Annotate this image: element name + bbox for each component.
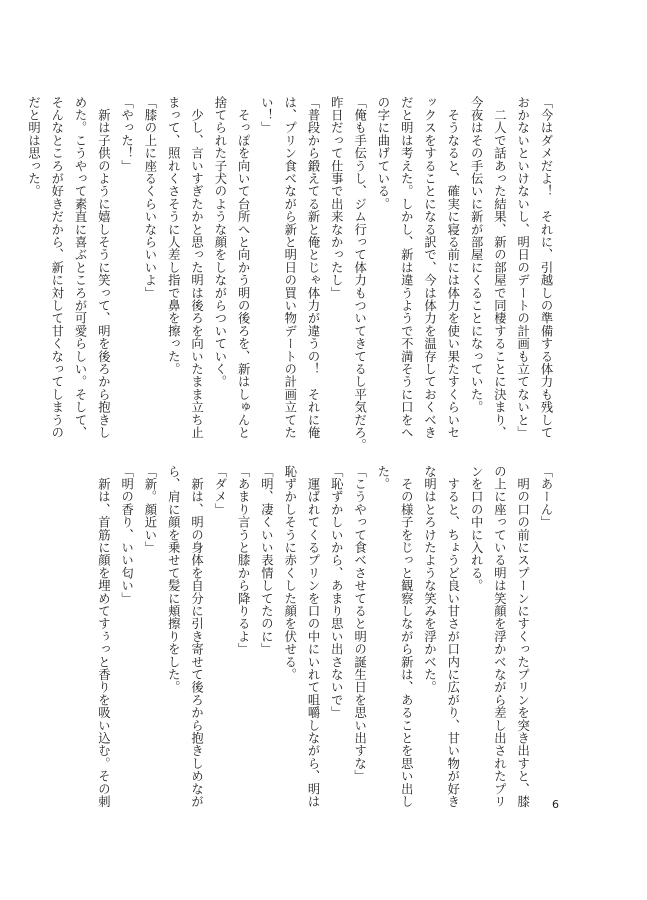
text-line: 新は子供のように嬉しそうに笑って、明を後ろから抱きし <box>96 96 111 439</box>
text-line: だと明は思った。 <box>26 96 41 198</box>
page-number: 6 <box>552 798 559 811</box>
text-line: 新は、首筋に顔を埋めてすぅっと香りを吸い込む。その刺 <box>96 465 111 808</box>
text-line: 「膝の上に座るくらいならいいよ」 <box>142 96 157 300</box>
text-line: 新は、明の身体を自分に引き寄せて後ろから抱きしめなが <box>189 465 204 808</box>
text-line: 「今はダメだよ！ それに、引越しの準備する体力も残して <box>539 96 553 439</box>
text-line: 今夜はその手伝いに新が部屋にくることになっていた。 <box>469 96 484 414</box>
text-line: 昨日だって仕事で出来なかったし」 <box>329 96 344 300</box>
text-line: そうなると、確実に寝る前には体力を使い果たすくらいセ <box>445 96 460 439</box>
text-line: の字に曲げている。 <box>375 96 390 211</box>
text-line: 「あまり言うと膝から降りるよ」 <box>236 465 251 656</box>
text-line: そっぽを向いて台所へと向かう明の後ろを、新はしゅんと <box>236 96 251 439</box>
text-line: 「明、凄くいい表情してたのに」 <box>259 465 274 656</box>
text-line: 少し、言いすぎたかと思った明は後ろを向いたまま立ち止 <box>189 96 204 439</box>
text-line: は、プリン食べながら新と明日の買い物デートの計画立てた <box>282 96 297 439</box>
text-line: 「明の香り、いい匂い」 <box>119 465 134 605</box>
text-line: た。 <box>375 465 390 491</box>
text-line: ら、肩に顔を乗せて髪に頬擦りをした。 <box>166 465 181 694</box>
text-line: 「新。顔近い」 <box>142 465 157 554</box>
text-line: ックスをすることになる訳で、今は体力を温存しておくべき <box>422 96 437 439</box>
text-line: まって、照れくさそうに人差し指で鼻を擦った。 <box>166 96 181 376</box>
text-line: だと明は考えた。しかし、新は違うようで不満そうに口をへ <box>399 96 414 439</box>
text-line: 「ダメ」 <box>212 465 227 516</box>
text-line: 「こうやって食べさせてると明の誕生日を思い出すな」 <box>352 465 367 783</box>
text-line: 明の口の前にスプーンにすくったプリンを突き出すと、膝 <box>515 465 530 808</box>
text-line: な明はとろけたような笑みを浮かべた。 <box>422 465 437 694</box>
text-line: 捨てられた子犬のような顔をしながらついていく。 <box>212 96 227 389</box>
text-line: 恥ずかしそうに赤くした顔を伏せる。 <box>282 465 297 681</box>
text-line: 運ばれてくるプリンを口の中にいれて咀嚼しながら、明は <box>306 465 321 808</box>
text-block-top <box>26 96 557 452</box>
text-line: 「普段から鍛えてる新と俺とじゃ体力が違うの！ それに俺 <box>306 96 321 439</box>
text-block-bottom <box>92 465 557 810</box>
text-line: すると、ちょうど良い甘さが口内に広がり、甘い物が好き <box>445 465 460 808</box>
text-line: その様子をじっと観察しながら新は、あることを思い出し <box>399 465 414 808</box>
text-line: 「恥ずかしいから、あまり思い出さないで」 <box>329 465 344 719</box>
text-line: 二人で話あった結果、新の部屋で同棲することに決まり、 <box>492 96 507 439</box>
text-line: おかないといけないし、明日のデートの計画も立てないと」 <box>515 96 530 439</box>
text-line: めた。こうやって素直に喜ぶところが可愛らしい。そして、 <box>73 96 88 439</box>
text-line: い！」 <box>259 96 274 135</box>
text-line: の上に座っている明は笑顔を浮かべながら差し出されたプリ <box>492 465 507 808</box>
text-line: ンを口の中に入れる。 <box>469 465 484 592</box>
text-line: 「俺も手伝うし、ジム行って体力もついてきてるし平気だろ。 <box>352 96 367 452</box>
text-line: 「やった！」 <box>119 96 134 173</box>
text-line: そんなところが好きだから、新に対して甘くなってしまうの <box>49 96 64 439</box>
text-line: 「あーん」 <box>539 465 553 529</box>
